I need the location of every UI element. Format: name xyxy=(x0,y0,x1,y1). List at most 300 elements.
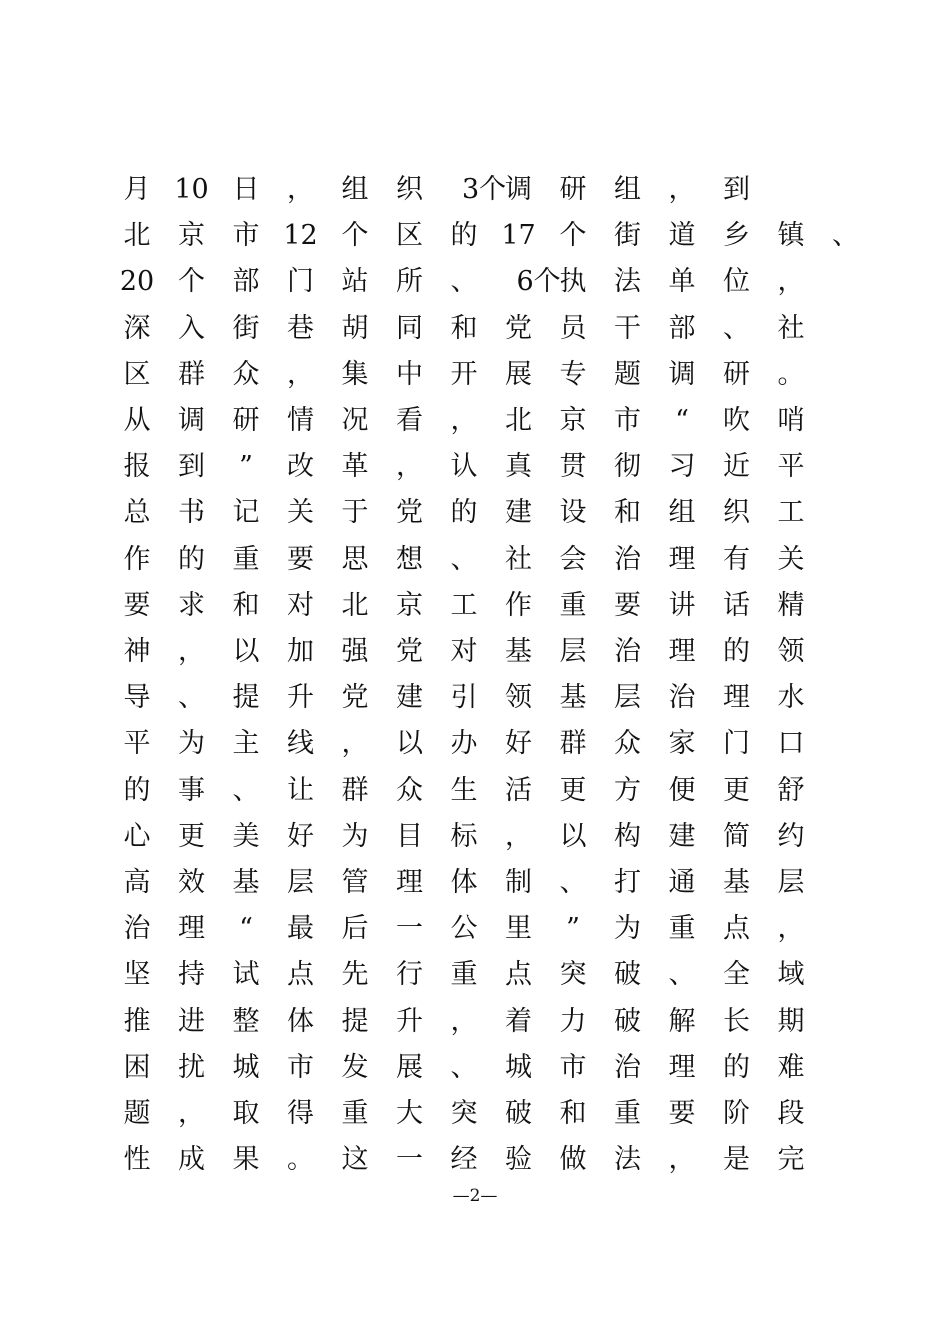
text-token: 设 xyxy=(559,497,587,529)
text-token: 贯 xyxy=(559,451,587,483)
text-token: 北 xyxy=(505,405,532,436)
text-token: 强 xyxy=(341,636,369,667)
text-token: 3个 xyxy=(462,174,507,205)
text-token: 10 xyxy=(174,174,209,205)
text-token: 一 xyxy=(396,913,423,945)
text-token: 巷 xyxy=(287,312,314,344)
text-token: 北 xyxy=(341,589,369,621)
text-token: 话 xyxy=(723,589,750,621)
text-token: 于 xyxy=(341,497,369,529)
text-token: 突 xyxy=(559,959,587,991)
text-token: 真 xyxy=(505,451,532,483)
text-token: 全 xyxy=(723,959,750,991)
text-token: 破 xyxy=(505,1098,532,1129)
text-token: 阶 xyxy=(723,1098,750,1129)
text-token: 升 xyxy=(287,682,314,714)
text-token: 升 xyxy=(396,1005,423,1037)
text-token: ， xyxy=(396,451,423,483)
text-token: 看 xyxy=(396,405,423,436)
text-token: 干 xyxy=(614,312,641,344)
text-token: 好 xyxy=(287,820,314,852)
text-token: 6个 xyxy=(516,266,561,298)
text-token: 性 xyxy=(123,1144,151,1176)
text-token: 京 xyxy=(178,220,205,252)
text-token: 和 xyxy=(232,589,260,621)
text-token: 美 xyxy=(232,820,260,852)
text-token: 解 xyxy=(668,1005,696,1037)
text-token: 好 xyxy=(505,728,532,760)
text-token: 试 xyxy=(232,959,260,991)
text-token: 理 xyxy=(668,1051,696,1083)
text-token: 社 xyxy=(777,312,805,344)
text-token: 以 xyxy=(559,820,587,852)
text-token: 平 xyxy=(123,728,151,760)
text-token: 月 xyxy=(123,174,151,205)
text-token: 大 xyxy=(396,1098,423,1129)
text-token: 党 xyxy=(396,497,423,529)
text-token: 镇 xyxy=(777,220,805,252)
text-line xyxy=(0,911,950,947)
text-token: 总 xyxy=(123,497,151,529)
text-token: 研 xyxy=(232,405,260,436)
text-token: 城 xyxy=(232,1051,260,1083)
text-token: 简 xyxy=(723,820,750,852)
text-line xyxy=(0,819,950,855)
text-token: 、 xyxy=(450,543,478,575)
text-token: 和 xyxy=(614,497,641,529)
text-token: 更 xyxy=(559,774,587,806)
text-token: 线 xyxy=(287,728,314,760)
text-token: 为 xyxy=(178,728,205,760)
text-line xyxy=(0,1004,950,1040)
text-token: 题 xyxy=(123,1098,151,1129)
text-token: 京 xyxy=(396,589,423,621)
text-token: ， xyxy=(777,266,805,298)
text-token: 是 xyxy=(723,1144,750,1176)
text-token: 平 xyxy=(777,451,805,483)
text-token: 组 xyxy=(341,174,369,205)
text-token: 织 xyxy=(396,174,423,205)
text-token: 通 xyxy=(668,867,696,898)
text-token: 、 xyxy=(450,266,478,298)
text-token: 体 xyxy=(287,1005,314,1037)
text-token: 整 xyxy=(232,1005,260,1037)
text-token: 。 xyxy=(287,1144,314,1176)
text-token: 20 xyxy=(119,266,155,298)
text-token: 集 xyxy=(341,358,369,390)
text-token: 市 xyxy=(287,1051,314,1083)
text-token: 调 xyxy=(178,405,205,436)
text-token: 思 xyxy=(341,543,369,575)
text-token: 题 xyxy=(614,358,641,390)
text-token: 道 xyxy=(668,220,696,252)
text-token: 基 xyxy=(723,867,750,898)
text-token: 管 xyxy=(341,867,369,898)
text-token: 群 xyxy=(341,774,369,806)
text-token: 对 xyxy=(450,636,478,667)
text-token: 治 xyxy=(614,543,641,575)
text-token: 对 xyxy=(287,589,314,621)
text-token: 习 xyxy=(668,451,696,483)
text-token: 开 xyxy=(450,358,478,390)
text-line xyxy=(0,495,950,531)
text-token: 更 xyxy=(723,774,750,806)
text-token: 众 xyxy=(396,774,423,806)
text-token: ， xyxy=(287,358,314,390)
text-token: 专 xyxy=(559,358,587,390)
text-line xyxy=(0,865,950,901)
text-token: 让 xyxy=(287,774,314,806)
text-token: 效 xyxy=(178,867,205,898)
text-token: 要 xyxy=(668,1098,696,1129)
text-token: 完 xyxy=(777,1144,805,1176)
text-token: ， xyxy=(777,913,805,945)
text-token: 舒 xyxy=(777,774,805,806)
text-token: 员 xyxy=(559,312,587,344)
text-token: 况 xyxy=(341,405,369,436)
text-token: 着 xyxy=(505,1005,532,1037)
text-token: 深 xyxy=(123,312,151,344)
text-token: 17 xyxy=(501,220,536,252)
text-token: 层 xyxy=(287,867,314,898)
text-token: 求 xyxy=(178,589,205,621)
text-token: 发 xyxy=(341,1051,369,1083)
text-token: 高 xyxy=(123,867,151,898)
text-token: 党 xyxy=(341,682,369,714)
text-token: 。 xyxy=(777,358,805,390)
text-token: 便 xyxy=(668,774,696,806)
text-token: 单 xyxy=(668,266,696,298)
text-token: 的 xyxy=(123,774,151,806)
text-token: 区 xyxy=(396,220,423,252)
text-token: 领 xyxy=(505,682,532,714)
text-token: 12 xyxy=(283,220,318,252)
text-token: 入 xyxy=(178,312,205,344)
text-token: 公 xyxy=(450,913,478,945)
text-token: 治 xyxy=(614,636,641,667)
text-token: 重 xyxy=(668,913,696,945)
text-token: 站 xyxy=(341,266,369,298)
text-token: 口 xyxy=(777,728,805,760)
text-token: 、 xyxy=(723,312,750,344)
page-number: —2— xyxy=(452,1186,498,1206)
text-token: 调 xyxy=(505,174,532,205)
text-token: 所 xyxy=(396,266,423,298)
text-token: ， xyxy=(450,405,478,436)
text-token: 市 xyxy=(614,405,641,436)
text-token: 革 xyxy=(341,451,369,483)
text-token: 困 xyxy=(123,1051,151,1083)
text-token: 体 xyxy=(450,867,478,898)
text-token: 基 xyxy=(559,682,587,714)
text-token: ， xyxy=(505,820,532,852)
text-token: ” xyxy=(239,451,253,483)
text-token: 取 xyxy=(232,1098,260,1129)
text-token: 以 xyxy=(232,636,260,667)
text-token: 要 xyxy=(614,589,641,621)
text-token: 报 xyxy=(123,451,151,483)
text-line xyxy=(0,680,950,716)
text-token: 群 xyxy=(559,728,587,760)
text-token: 执 xyxy=(559,266,587,298)
text-token: 建 xyxy=(505,497,532,529)
text-token: 经 xyxy=(450,1144,478,1176)
text-token: “ xyxy=(675,405,689,436)
text-token: 建 xyxy=(396,682,423,714)
text-token: 关 xyxy=(287,497,314,529)
text-token: 关 xyxy=(777,543,805,575)
text-token: 约 xyxy=(777,820,805,852)
text-token: 社 xyxy=(505,543,532,575)
text-token: 和 xyxy=(450,312,478,344)
text-token: 和 xyxy=(559,1098,587,1129)
text-token: 到 xyxy=(723,174,750,205)
text-token: 加 xyxy=(287,636,314,667)
text-token: 北 xyxy=(123,220,151,252)
text-token: 讲 xyxy=(668,589,696,621)
text-line xyxy=(0,449,950,485)
text-token: 、 xyxy=(832,220,859,252)
text-token: 段 xyxy=(777,1098,805,1129)
text-line xyxy=(0,357,950,393)
text-token: 的 xyxy=(723,1051,750,1083)
text-token: 一 xyxy=(396,1144,423,1176)
text-line xyxy=(0,1142,950,1178)
text-token: 调 xyxy=(668,358,696,390)
text-token: “ xyxy=(239,913,253,945)
text-token: 得 xyxy=(287,1098,314,1129)
text-token: 理 xyxy=(178,913,205,945)
text-token: 打 xyxy=(614,867,641,898)
text-token: 京 xyxy=(559,405,587,436)
text-token: 改 xyxy=(287,451,314,483)
text-token: 以 xyxy=(396,728,423,760)
text-token: ， xyxy=(668,1144,696,1176)
text-token: 、 xyxy=(559,867,587,898)
text-token: 行 xyxy=(396,959,423,991)
text-token: 力 xyxy=(559,1005,587,1037)
text-token: 、 xyxy=(450,1051,478,1083)
text-token: 先 xyxy=(341,959,369,991)
text-token: ” xyxy=(566,913,580,945)
text-token: 群 xyxy=(178,358,205,390)
text-token: 众 xyxy=(232,358,260,390)
text-token: 到 xyxy=(178,451,205,483)
text-token: 进 xyxy=(178,1005,205,1037)
text-line xyxy=(0,634,950,670)
text-line xyxy=(0,1050,950,1086)
text-line xyxy=(0,588,950,624)
text-line xyxy=(0,218,950,254)
text-token: 层 xyxy=(559,636,587,667)
text-token: 胡 xyxy=(341,312,369,344)
text-token: 坚 xyxy=(123,959,151,991)
text-token: 理 xyxy=(668,636,696,667)
text-token: 组 xyxy=(668,497,696,529)
text-token: 方 xyxy=(614,774,641,806)
text-line xyxy=(0,311,950,347)
text-token: 精 xyxy=(777,589,805,621)
text-token: 个 xyxy=(178,266,205,298)
text-token: 组 xyxy=(614,174,641,205)
text-token: 有 xyxy=(723,543,750,575)
text-token: 最 xyxy=(287,913,314,945)
text-token: 家 xyxy=(668,728,696,760)
text-token: 的 xyxy=(450,497,478,529)
text-token: 理 xyxy=(668,543,696,575)
text-token: 水 xyxy=(777,682,805,714)
text-token: 彻 xyxy=(614,451,641,483)
text-token: 建 xyxy=(668,820,696,852)
text-token: 会 xyxy=(559,543,587,575)
text-line xyxy=(0,773,950,809)
text-token: 目 xyxy=(396,820,423,852)
text-token: 中 xyxy=(396,358,423,390)
text-token: 研 xyxy=(559,174,587,205)
text-token: 里 xyxy=(505,913,532,945)
text-token: 扰 xyxy=(178,1051,205,1083)
text-token: 生 xyxy=(450,774,478,806)
text-token: 推 xyxy=(123,1005,151,1037)
text-token: 市 xyxy=(232,220,260,252)
text-token: 验 xyxy=(505,1144,532,1176)
text-token: 标 xyxy=(450,820,478,852)
text-token: 近 xyxy=(723,451,750,483)
text-token: 长 xyxy=(723,1005,750,1037)
text-token: 作 xyxy=(123,543,151,575)
text-token: 导 xyxy=(123,682,151,714)
text-token: 重 xyxy=(341,1098,369,1129)
text-token: 破 xyxy=(614,1005,641,1037)
text-token: 重 xyxy=(559,589,587,621)
text-token: 基 xyxy=(505,636,532,667)
text-token: ， xyxy=(178,1098,205,1129)
text-token: 同 xyxy=(396,312,423,344)
text-token: 市 xyxy=(559,1051,587,1083)
text-token: 层 xyxy=(614,682,641,714)
text-token: 工 xyxy=(777,497,805,529)
text-token: 果 xyxy=(232,1144,260,1176)
text-line xyxy=(0,542,950,578)
text-token: 重 xyxy=(232,543,260,575)
text-token: 的 xyxy=(450,220,478,252)
text-token: 提 xyxy=(341,1005,369,1037)
text-token: 日 xyxy=(232,174,260,205)
text-token: 为 xyxy=(614,913,641,945)
text-token: 要 xyxy=(287,543,314,575)
text-token: 持 xyxy=(178,959,205,991)
text-token: 的 xyxy=(178,543,205,575)
text-token: 书 xyxy=(178,497,205,529)
text-token: 基 xyxy=(232,867,260,898)
text-token: 活 xyxy=(505,774,532,806)
text-line xyxy=(0,403,950,439)
text-token: 破 xyxy=(614,959,641,991)
text-line xyxy=(0,1096,950,1132)
text-token: 法 xyxy=(614,266,641,298)
text-token: 突 xyxy=(450,1098,478,1129)
text-token: 吹 xyxy=(723,405,750,436)
text-token: 城 xyxy=(505,1051,532,1083)
text-token: 部 xyxy=(668,312,696,344)
text-token: 重 xyxy=(614,1098,641,1129)
text-token: 重 xyxy=(450,959,478,991)
text-token: 个 xyxy=(341,220,369,252)
text-token: 织 xyxy=(723,497,750,529)
text-token: 法 xyxy=(614,1144,641,1176)
text-token: 点 xyxy=(505,959,532,991)
text-token: 做 xyxy=(559,1144,587,1176)
text-token: 治 xyxy=(123,913,151,945)
text-token: 区 xyxy=(123,358,151,390)
text-token: 心 xyxy=(123,820,151,852)
text-token: 更 xyxy=(178,820,205,852)
text-token: 展 xyxy=(505,358,532,390)
text-token: 为 xyxy=(341,820,369,852)
text-token: 的 xyxy=(723,636,750,667)
text-token: 认 xyxy=(450,451,478,483)
text-token: 展 xyxy=(396,1051,423,1083)
text-token: 记 xyxy=(232,497,260,529)
text-token: 神 xyxy=(123,636,151,667)
text-line xyxy=(0,957,950,993)
text-token: 后 xyxy=(341,913,369,945)
text-token: ， xyxy=(178,636,205,667)
text-token: 治 xyxy=(614,1051,641,1083)
text-token: 理 xyxy=(396,867,423,898)
text-token: 治 xyxy=(668,682,696,714)
text-token: 、 xyxy=(668,959,696,991)
text-token: 成 xyxy=(178,1144,205,1176)
text-line xyxy=(0,264,950,300)
text-token: 想 xyxy=(396,543,423,575)
text-token: 层 xyxy=(777,867,805,898)
text-token: 从 xyxy=(123,405,151,436)
text-token: 、 xyxy=(178,682,205,714)
text-token: 构 xyxy=(614,820,641,852)
text-token: 乡 xyxy=(723,220,750,252)
text-token: 、 xyxy=(232,774,260,806)
text-token: 个 xyxy=(559,220,587,252)
text-line xyxy=(0,726,950,762)
text-token: ， xyxy=(668,174,696,205)
text-token: 门 xyxy=(723,728,750,760)
text-token: 这 xyxy=(341,1144,369,1176)
text-token: 难 xyxy=(777,1051,805,1083)
text-token: 域 xyxy=(777,959,805,991)
text-token: 点 xyxy=(287,959,314,991)
text-token: ， xyxy=(341,728,369,760)
text-token: ， xyxy=(287,174,314,205)
text-token: ， xyxy=(450,1005,478,1037)
text-token: 哨 xyxy=(777,405,805,436)
text-token: 情 xyxy=(287,405,314,436)
text-token: 街 xyxy=(232,312,260,344)
text-token: 党 xyxy=(505,312,532,344)
text-token: 提 xyxy=(232,682,260,714)
text-token: 领 xyxy=(777,636,805,667)
text-token: 作 xyxy=(505,589,532,621)
text-token: 街 xyxy=(614,220,641,252)
text-token: 事 xyxy=(178,774,205,806)
text-token: 办 xyxy=(450,728,478,760)
text-token: 门 xyxy=(287,266,314,298)
text-token: 部 xyxy=(232,266,260,298)
text-token: 位 xyxy=(723,266,750,298)
text-token: 要 xyxy=(123,589,151,621)
text-token: 研 xyxy=(723,358,750,390)
text-token: 期 xyxy=(777,1005,805,1037)
